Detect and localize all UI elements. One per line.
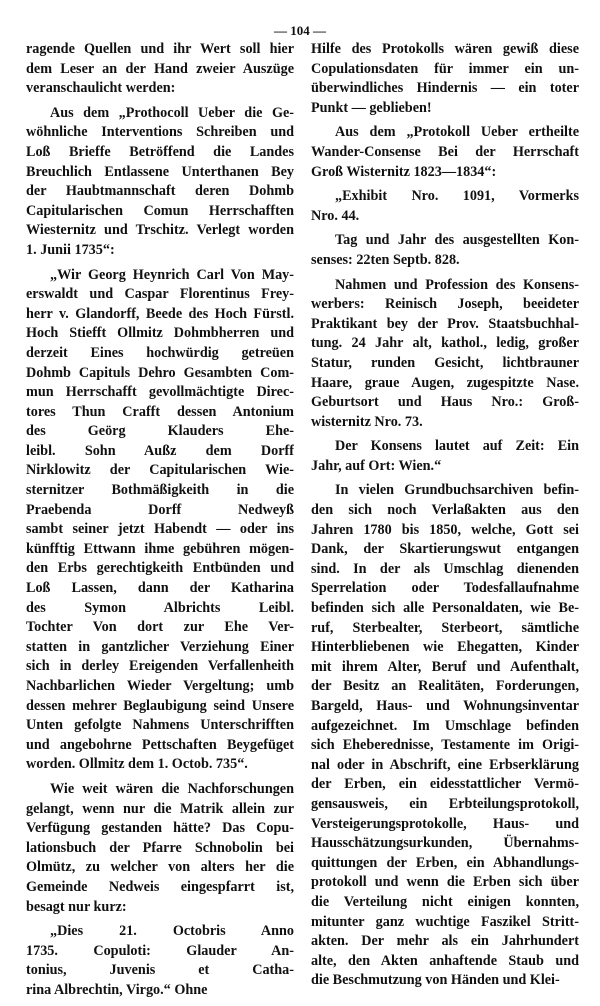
text-line: die Beschmutzung von Händen und Klei- xyxy=(311,972,560,989)
text-line: mitunter ganz wuchtige Faszikel Stritt- xyxy=(311,913,579,930)
text-line: Haare, graue Augen, zugespitzte Nase. xyxy=(311,374,579,391)
text-line: Tag und Jahr des ausgestellten Kon- xyxy=(335,232,579,249)
text-line: Aus dem „Prothocoll Ueber die Ge- xyxy=(50,104,294,121)
text-line: aufgezeichnet. Im Umschlage befinden xyxy=(311,717,579,734)
text-line: Nro. 44. xyxy=(311,207,360,224)
text-line: mit ihrem Alter, Beruf und Aufenthalt, xyxy=(311,658,579,675)
text-line: Wander-Consense Bei der Herrschaft xyxy=(311,143,579,160)
text-line: Tochter Von dort zur Ehe Ver- xyxy=(26,619,294,636)
text-line: die Verteilung nicht einigen konnten, xyxy=(311,893,579,910)
text-line: Dank, der Skartierungswut entgangen xyxy=(311,541,579,558)
text-line: Statur, runden Gesicht, lichtbrauner xyxy=(311,354,579,371)
text-line: Wie weit wären die Nachforschungen xyxy=(50,780,294,797)
text-line: Hinterbliebenen wie Ehegatten, Kinder xyxy=(311,639,579,656)
text-line: Olmütz, zu welcher von alters her die xyxy=(26,859,294,876)
page-number: — 104 — xyxy=(274,23,326,38)
paragraph xyxy=(26,266,294,775)
text-line: tonius, Juvenis et Catha- xyxy=(26,962,294,979)
text-line: Hausschätzungsurkunden, Übernahms- xyxy=(311,835,579,852)
text-line: sambt seiner jetzt Habendt — oder ins xyxy=(26,521,294,538)
paragraph xyxy=(26,780,294,917)
text-line: Capitularischen Comun Herrschafften xyxy=(26,202,294,219)
paragraph xyxy=(311,437,579,476)
text-line: tung. 24 Jahr alt, kathol., ledig, großer xyxy=(311,335,579,352)
text-line: senses: 22ten Septb. 828. xyxy=(311,251,460,268)
text-line: sind. In der als Umschlag dienenden xyxy=(311,560,579,577)
text-line: und angebohrne Pettschaften Beygefüget xyxy=(26,736,294,753)
paragraph xyxy=(311,276,579,433)
text-line: Der Konsens lautet auf Zeit: Ein xyxy=(335,438,579,455)
paragraph xyxy=(26,922,294,1000)
right-column xyxy=(311,40,579,996)
text-line: lationsbuch der Pfarre Schnobolin bei xyxy=(26,839,294,856)
text-line: Unten gefolgte Nahmens Unterschrifften xyxy=(26,717,294,734)
text-line: des Geörg Klauders Ehe- xyxy=(26,423,294,440)
paragraph xyxy=(311,481,579,990)
text-line: In vielen Grundbuchsarchiven befin- xyxy=(335,482,579,499)
paragraph xyxy=(311,187,579,226)
text-line: Praktikant bey der Prov. Staatsbuchhal- xyxy=(311,315,579,332)
text-line: Loß Lassen, dann der Katharina xyxy=(26,580,294,597)
text-line: veranschaulicht werden: xyxy=(26,80,176,97)
text-line: der Haubtmannschaft deren Dohmb xyxy=(26,183,294,200)
text-line: Wiesternitz und Trschitz. Verlegt worden xyxy=(26,222,294,239)
text-line: „Dies 21. Octobris Anno xyxy=(50,923,294,940)
text-line: Versteigerungsprotokolle, Haus- und xyxy=(311,815,579,832)
paragraph xyxy=(26,104,294,261)
left-column xyxy=(26,40,294,1006)
text-line: Jahr, auf Ort: Wien.“ xyxy=(311,457,442,474)
text-line: dessen mehrer Beglaubigung seind Unsere xyxy=(26,697,294,714)
text-line: des Symon Albrichts Leibl. xyxy=(26,599,294,616)
text-line: Hilfe des Protokolls wären gewiß diese xyxy=(311,41,579,57)
paragraph xyxy=(26,40,294,99)
text-line: wöhnliche Interventions Schreiben und xyxy=(26,124,294,141)
text-line: protokoll und wenn die Erben sich über xyxy=(311,874,579,891)
text-line: herr v. Glandorff, Beede des Hoch Fürstl. xyxy=(26,305,294,322)
paragraph xyxy=(311,123,579,182)
text-line: künfftig Ettwann ihme gebühren mögen- xyxy=(26,540,294,557)
text-line: Bargeld, Haus- und Wohnungsinventar xyxy=(311,698,579,714)
text-line: dem Leser an der Hand zweier Auszüge xyxy=(26,60,294,77)
text-line: nal oder in Abschrift, eine Erbserklärung xyxy=(311,756,579,773)
text-line: Jahren 1780 bis 1850, welche, Gott sei xyxy=(311,521,579,538)
text-line: „Wir Georg Heynrich Carl Von May- xyxy=(50,266,294,283)
text-line: gelangt, wenn nur die Matrik allein zur xyxy=(26,800,294,817)
text-line: tores Thun Crafft dessen Antonium xyxy=(26,403,294,420)
text-line: erswaldt und Caspar Florentinus Frey- xyxy=(26,286,294,303)
text-line: Nachbarlichen Wieder Vergeltung; umb xyxy=(26,678,294,694)
text-line: quittungen der Erben, ein Abhandlungs- xyxy=(311,854,579,871)
text-line: akten. Der mehr als ein Jahrhundert xyxy=(311,933,579,950)
paragraph xyxy=(311,40,579,118)
text-line: der Besitz an Realitäten, Forderungen, xyxy=(311,678,579,695)
text-line: mun Herrschafft gevollmächtigte Direc- xyxy=(26,384,294,401)
text-line: befinden sich alle Personaldaten, wie Be- xyxy=(311,600,579,617)
text-line: Geburtsort und Haus Nro.: Groß- xyxy=(311,394,579,411)
text-line: 1. Junii 1735“: xyxy=(26,241,115,258)
paragraph xyxy=(311,231,579,270)
text-line: worden. Ollmitz dem 1. Octob. 735“. xyxy=(26,756,248,773)
text-line: Nirklowitz der Capitularischen Wie- xyxy=(26,462,294,479)
text-line: sternitzer Bothmäßigkeith in die xyxy=(26,482,294,499)
text-line: „Exhibit Nro. 1091, Vormerks xyxy=(335,188,579,205)
text-line: rina Albrechtin, Virgo.“ Ohne xyxy=(26,981,208,998)
text-line: Breuchlich Entlassene Unterthanen Bey xyxy=(26,163,294,180)
text-line: Praebenda Dorff Nedweyß xyxy=(26,501,294,518)
text-line: Sperrelation oder Todesfallaufnahme xyxy=(311,580,579,597)
text-line: wisternitz Nro. 73. xyxy=(311,413,423,430)
text-line: Punkt — geblieben! xyxy=(311,99,432,116)
text-line: ragende Quellen und ihr Wert soll hier xyxy=(26,41,294,57)
text-line: 1735. Copuloti: Glauder An- xyxy=(26,942,294,959)
text-line: Verfügung gestanden hätte? Das Copu- xyxy=(26,820,294,837)
text-line: werbers: Reinisch Joseph, beeideter xyxy=(311,296,579,313)
text-line: ruf, Sterbealter, Sterbeort, sämtliche xyxy=(311,619,579,636)
text-line: sich Eheberednisse, Testamente im Origi- xyxy=(311,737,579,754)
text-line: gensausweis, ein Erbteilungsprotokoll, xyxy=(311,795,579,812)
text-line: leibl. Sohn Außz dem Dorff xyxy=(26,442,294,459)
text-line: sich in derley Ereigenden Verfallenheith xyxy=(26,658,294,675)
text-line: alte, den Akten anhaftende Staub und xyxy=(311,952,579,969)
text-line: überwindliches Hindernis — ein toter xyxy=(311,80,579,97)
text-line: Dohmb Capituls Dehro Gesambten Com- xyxy=(26,364,294,381)
text-line: Hoch Stiefft Ollmitz Dohmbherren und xyxy=(26,325,294,342)
text-line: Aus dem „Protokoll Ueber ertheilte xyxy=(335,124,579,141)
text-line: den sich noch Verlaßakten aus den xyxy=(311,502,579,519)
text-line: besagt nur kurz: xyxy=(26,898,127,915)
text-line: statten in gantzlicher Verziehung Einer xyxy=(26,638,294,655)
text-line: derzeit Eines hochwürdig getreüen xyxy=(26,344,294,361)
text-line: Groß Wisternitz 1823—1834“: xyxy=(311,163,497,180)
text-line: den Erbs gerechtigkeith Entbünden und xyxy=(26,560,294,577)
text-line: Loß Brieffe Betröffend die Landes xyxy=(26,143,294,160)
text-line: Gemeinde Nedweis eingespfarrt ist, xyxy=(26,878,294,895)
text-line: Nahmen und Profession des Konsens- xyxy=(335,276,579,293)
text-line: Copulationsdaten für immer ein un- xyxy=(311,60,579,77)
text-line: der Erben, ein eidesstattlicher Vermö- xyxy=(311,776,579,793)
